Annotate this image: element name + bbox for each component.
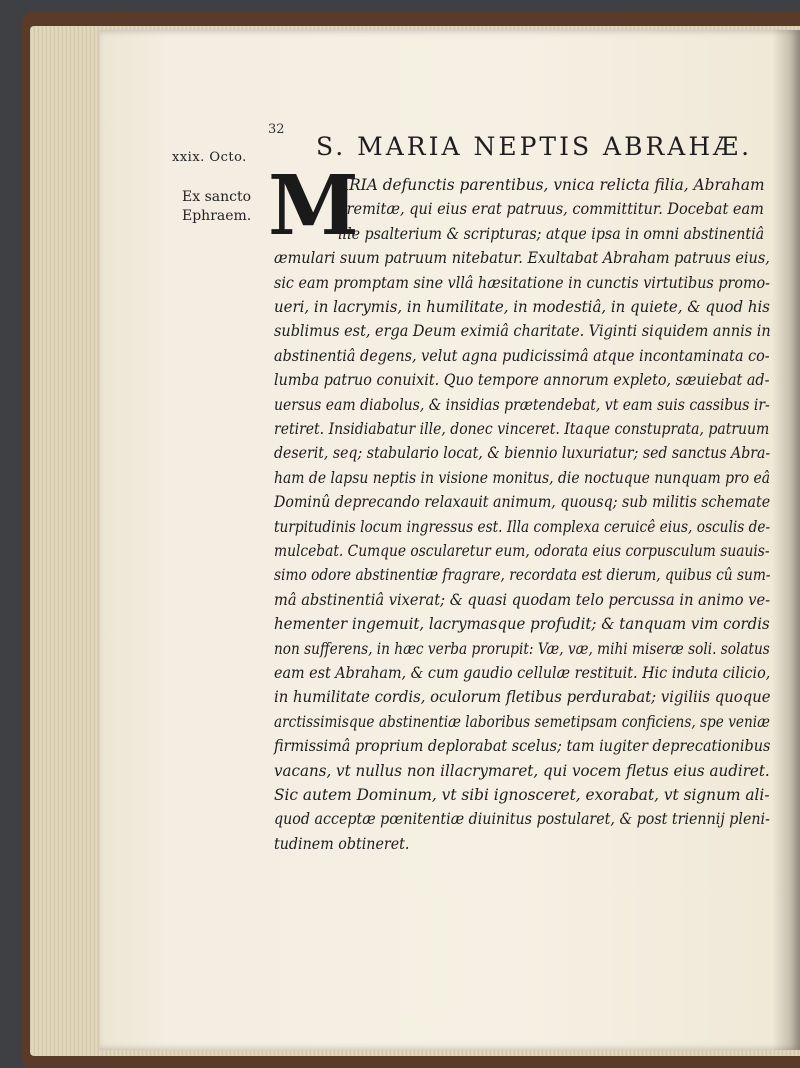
- marginal-date: xxix. Octo.: [172, 150, 247, 165]
- text-line: sic eam promptam sine vllâ hæsitatione in cunctis virtutibus promo-: [274, 273, 771, 292]
- text-line: eremitæ, qui eius erat patruus, committitur. Docebat eam: [338, 200, 764, 219]
- text-line: turpitudinis locum ingressus est. Illa complexa ceruicê eius, osculis de-: [274, 517, 771, 536]
- text-line: abstinentiâ degens, velut agna pudicissimâ atque incontaminata co-: [274, 346, 770, 365]
- text-line: firmissimâ proprium deplorabat scelus; tam iugiter deprecationibus: [274, 737, 771, 756]
- text-line: Sic autem Dominum, vt sibi ignosceret, exorabat, vt signum ali-: [274, 786, 770, 804]
- gutter-shadow: [772, 30, 800, 1050]
- text-line: simo odore abstinentiæ fragrare, recordata est dierum, quibus cû sum-: [274, 566, 771, 585]
- text-line: tudinem obtineret.: [274, 834, 410, 853]
- text-line: ueri, in lacrymis, in humilitate, in modestiâ, in quiete, & quod his: [274, 298, 770, 316]
- text-line: eam est Abraham, & cum gaudio cellulæ restituit. Hic induta cilicio,: [274, 664, 771, 682]
- page-number: 32: [268, 122, 285, 137]
- text-line: lumba patruo conuixit. Quo tempore annorum expleto, sæuiebat ad-: [274, 371, 770, 390]
- text-line: retiret. Insidiabatur ille, donec vinceret. Itaque constuprata, patruum: [274, 420, 770, 438]
- text-line: in humilitate cordis, oculorum fletibus perdurabat; vigiliis quoque: [274, 688, 771, 707]
- text-line: ARIA defunctis parentibus, vnica relicta filia, Abraham: [338, 176, 765, 194]
- text-line: hementer ingemuit, lacrymasque profudit; & tanquam vim cordis: [274, 615, 770, 634]
- text-line: arctissimisque abstinentiæ laboribus semetipsam conficiens, spe veniæ: [274, 712, 771, 731]
- text-line: ille psalterium & scripturas; atque ipsa in omni abstinentiâ: [338, 224, 765, 243]
- text-line: non sufferens, in hæc verba prorupit: Væ, væ, mihi miseræ soli. solatus: [274, 639, 770, 658]
- chapter-title: S. MARIA NEPTIS ABRAHÆ.: [316, 132, 753, 161]
- text-line: deserit, seq; stabulario locat, & biennio luxuriatur; sed sanctus Abra-: [274, 444, 771, 463]
- text-line: quod acceptæ pœnitentiæ diuinitus postularet, & post triennij pleni-: [274, 810, 770, 829]
- text-line: vacans, vt nullus non illacrymaret, qui vocem fletus eius audiret.: [274, 761, 770, 780]
- text-line: mulcebat. Cumque oscularetur eum, odorata eius corpusculum suauis-: [274, 542, 770, 560]
- marginal-source-line: Ephraem.: [182, 208, 252, 224]
- text-line: Dominû deprecando relaxauit animum, quousq; sub militis schemate: [274, 493, 771, 512]
- text-line: uersus eam diabolus, & insidias prætendebat, vt eam suis cassibus ir-: [274, 395, 770, 414]
- marginal-source: [182, 188, 264, 226]
- text-line: mâ abstinentiâ vixerat; & quasi quodam telo percussa in animo ve-: [274, 590, 771, 609]
- drop-cap: M: [268, 158, 359, 254]
- text-line: ham de lapsu neptis in visione monitus, die noctuque nunquam pro eâ: [274, 468, 771, 487]
- marginal-source-line: Ex sancto: [182, 189, 252, 205]
- text-line: æmulari suum patruum nitebatur. Exultabat Abraham patruus eius,: [274, 249, 770, 268]
- text-line: sublimus est, erga Deum eximiâ charitate. Viginti siquidem annis in: [274, 322, 771, 341]
